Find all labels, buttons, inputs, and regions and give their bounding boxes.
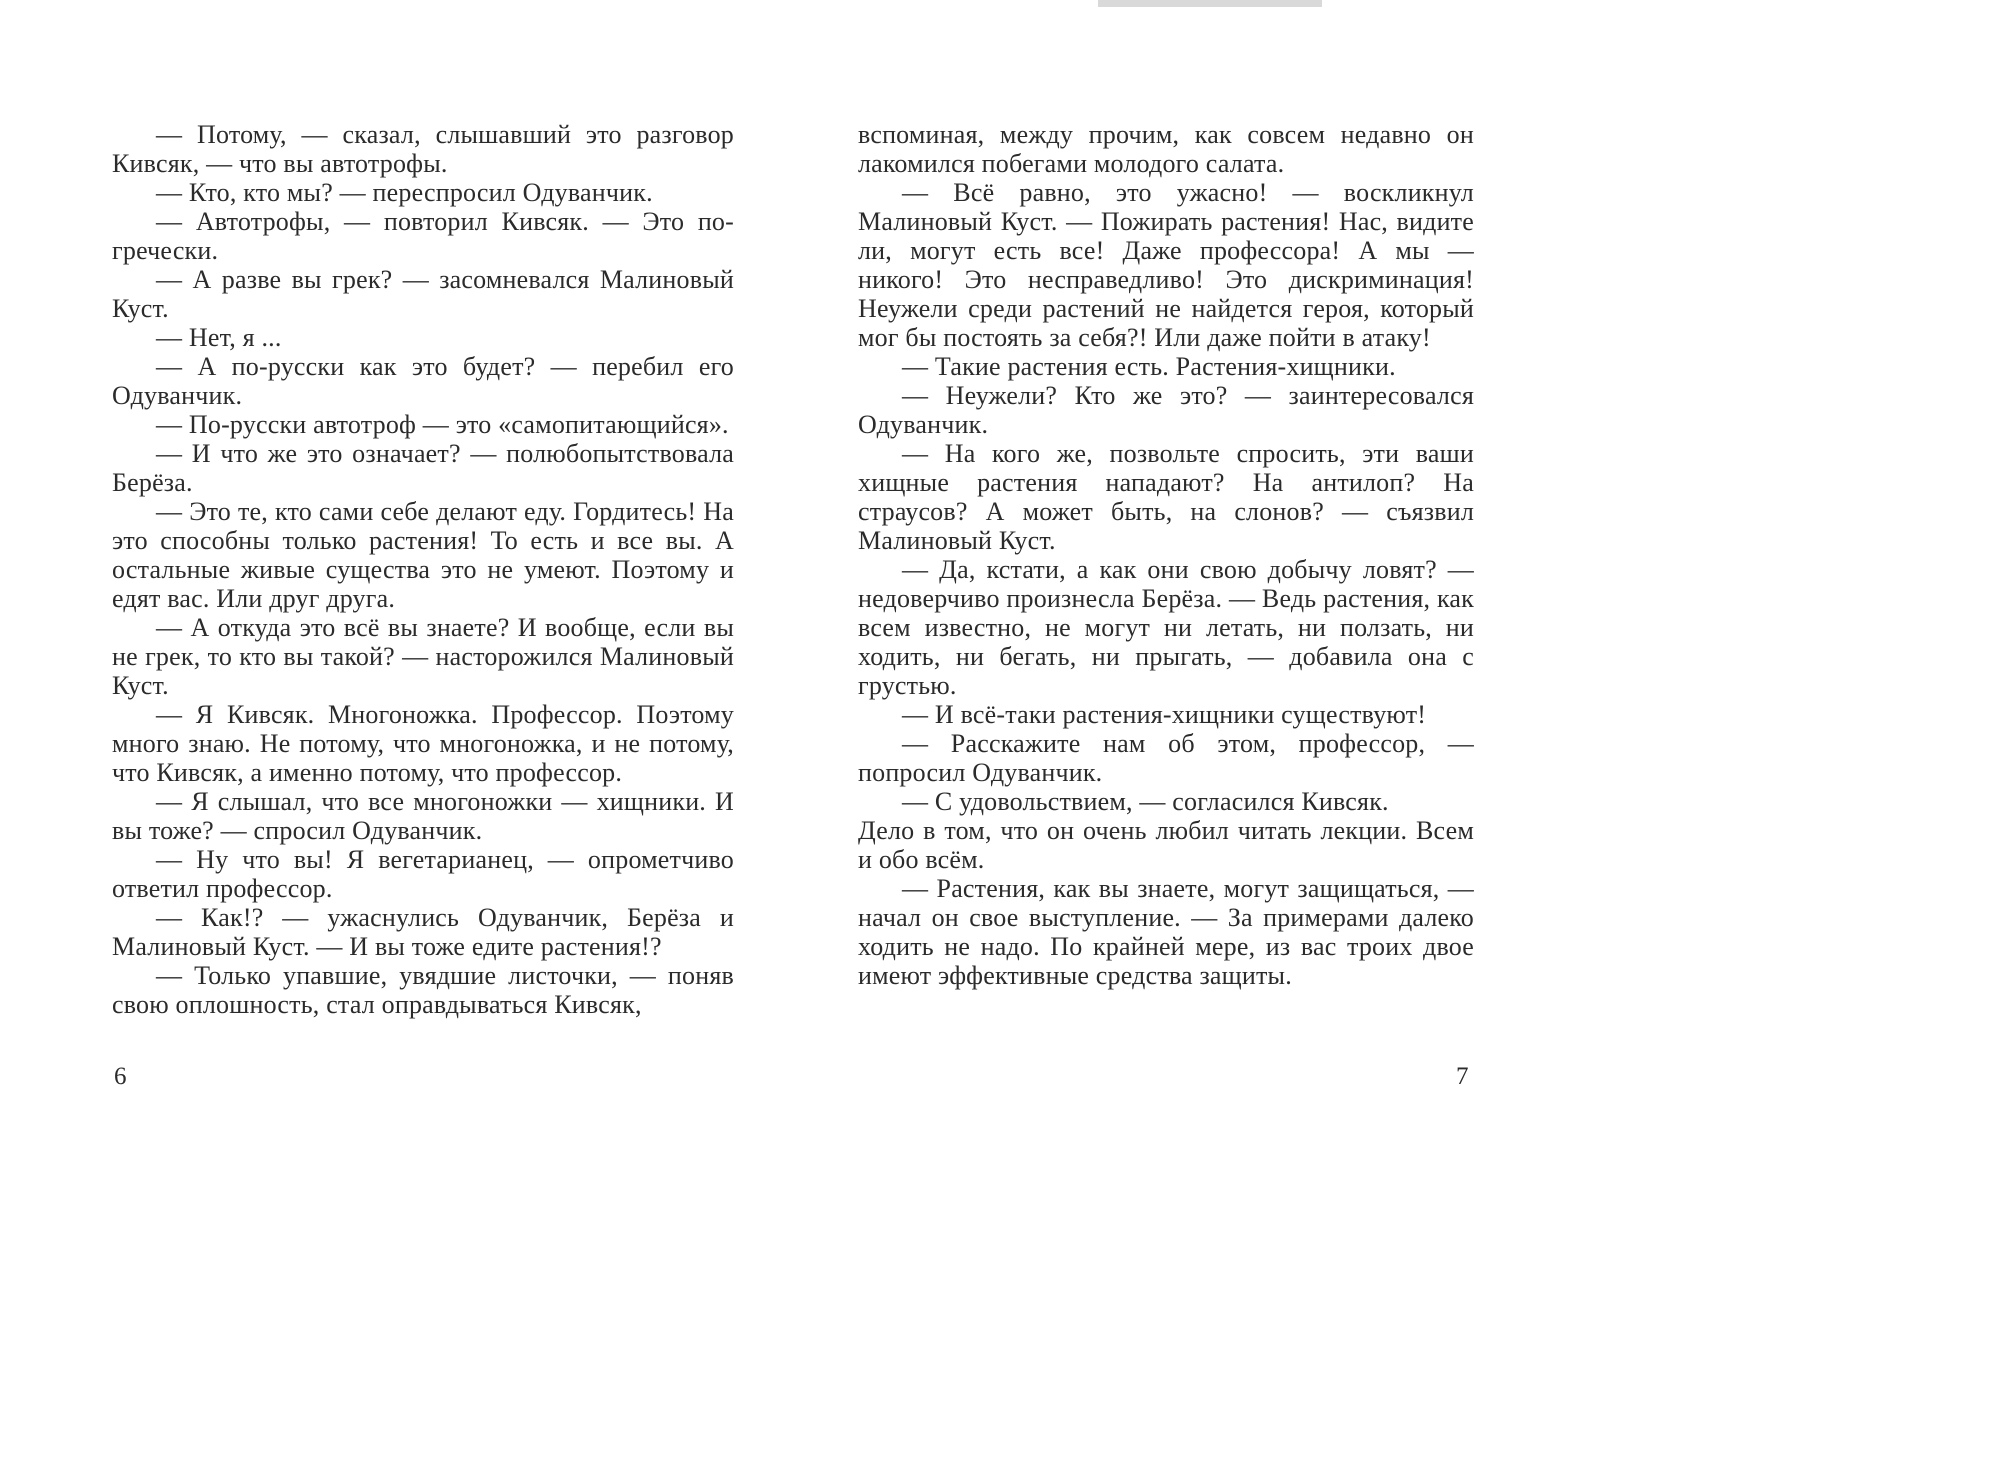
paragraph: — Только упавшие, увядшие листочки, — поняв свою оплошность, стал оправдываться Кивсяк, <box>112 961 734 1019</box>
paragraph: — И всё-таки растения-хищники существуют! <box>902 700 1427 729</box>
paragraph: — Нет, я ... <box>156 323 282 352</box>
scan-artifact <box>1098 0 1322 7</box>
paragraph: — Это те, кто сами себе делают еду. Гордитесь! На это способны только растения! То есть и все вы. А остальные живые существа это не умеют. Поэтому и едят вас. Или друг друга. <box>112 497 734 613</box>
paragraph: — И что же это означает? — полюбопытствовала Берёза. <box>112 439 734 497</box>
paragraph: — Автотрофы, — повторил Кивсяк. — Это по-гречески. <box>112 207 734 265</box>
paragraph: — С удовольствием, — согласился Кивсяк. <box>902 787 1389 816</box>
paragraph: — Кто, кто мы? — переспросил Одуванчик. <box>156 178 653 207</box>
paragraph: — Я слышал, что все многоножки — хищники. И вы тоже? — спросил Одуванчик. <box>112 787 734 845</box>
paragraph: — Да, кстати, а как они свою добычу ловят? — недоверчиво произнесла Берёза. — Ведь растения, как всем известно, не могут ни летать, ни ползать, ни ходить, ни бегать, ни прыгать, — добавила она с грустью. <box>858 555 1474 700</box>
page-right-text <box>858 120 1474 990</box>
paragraph: — А откуда это всё вы знаете? И вообще, если вы не грек, то кто вы такой? — насторожился Малиновый Куст. <box>112 613 734 700</box>
paragraph: — А разве вы грек? — засомневался Малиновый Куст. <box>112 265 734 323</box>
paragraph: Дело в том, что он очень любил читать лекции. Всем и обо всём. <box>858 816 1474 874</box>
paragraph: — Такие растения есть. Растения-хищники. <box>902 352 1396 381</box>
paragraph: — Всё равно, это ужасно! — воскликнул Малиновый Куст. — Пожирать растения! Нас, видите ли, могут есть все! Даже профессора! А мы — никого! Это несправедливо! Это дискриминация! Неужели среди растений не найдется героя, который мог бы постоять за себя?! Или даже пойти в атаку! <box>858 178 1474 352</box>
paragraph: — Растения, как вы знаете, могут защищаться, — начал он свое выступление. — За примерами далеко ходить не надо. По крайней мере, из вас троих двое имеют эффективные средства защиты. <box>858 874 1474 990</box>
paragraph: — Ну что вы! Я вегетарианец, — опрометчиво ответил профессор. <box>112 845 734 903</box>
paragraph: — Как!? — ужаснулись Одуванчик, Берёза и Малиновый Куст. — И вы тоже едите растения!? <box>112 903 734 961</box>
page-left-text <box>112 120 734 1019</box>
page-number-left: 6 <box>114 1063 127 1090</box>
paragraph: — Расскажите нам об этом, профессор, — попросил Одуванчик. <box>858 729 1474 787</box>
paragraph: — По-русски автотроф — это «самопитающийся». <box>156 410 729 439</box>
paragraph: — На кого же, позвольте спросить, эти ваши хищные растения нападают? На антилоп? На страусов? А может быть, на слонов? — съязвил Малиновый Куст. <box>858 439 1474 555</box>
paragraph: вспоминая, между прочим, как совсем недавно он лакомился побегами молодого салата. <box>858 120 1474 178</box>
paragraph: — Неужели? Кто же это? — заинтересовался Одуванчик. <box>858 381 1474 439</box>
paragraph: — Потому, — сказал, слышавший это разговор Кивсяк, — что вы автотрофы. <box>112 120 734 178</box>
page-number-right: 7 <box>1456 1063 1469 1090</box>
paragraph: — Я Кивсяк. Многоножка. Профессор. Поэтому много знаю. Не потому, что многоножка, и не потому, что Кивсяк, а именно потому, что профессор. <box>112 700 734 787</box>
paragraph: — А по-русски как это будет? — перебил его Одуванчик. <box>112 352 734 410</box>
